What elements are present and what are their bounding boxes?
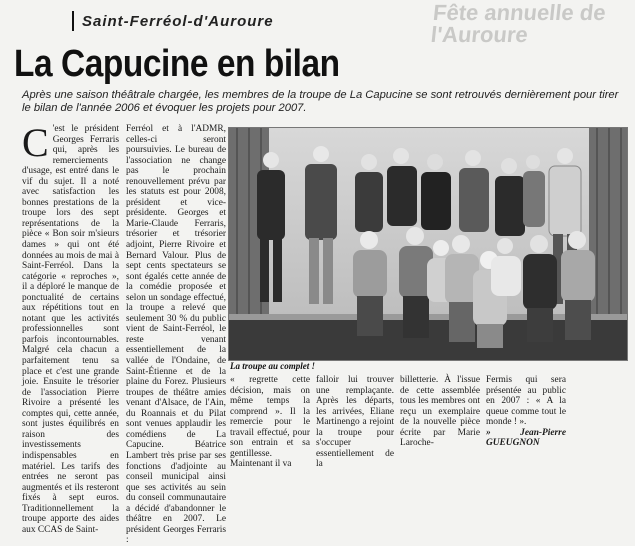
- group-photo: [228, 127, 628, 361]
- drop-cap: C: [22, 120, 49, 165]
- author-signature: » Jean-Pierre GUEUGNON: [486, 427, 566, 449]
- article-column-3: [230, 375, 310, 470]
- article-text-col1: 'est le président Georges Ferraris qui, après les remerciements d'usage, est entré dans le vif du sujet. Il a noté avec satisfaction les bonnes prestations de la troupe lors des sept représentations de la pièce « Bon soir m'sieurs dames » qui ont été données au mois de mai à Saint-Ferréol. Dans la catégorie « reproches », il a déploré le manque de ponctualité de certains aux répétitions tout en notant que les activités professionnelles sont parfois incontournables. Malgré cela chacun a parfaitement tenu sa place et c'est une grande joie. Ensuite le trésorier de l'association Pierre Rivoire a présenté les comptes qui, cette année, sont justes équilibrés en raison des investissements indispensables en matériel. Les tarifs des entrées ne seront pas augmentés et ils resteront fixés à sept euros. Traditionnellement la troupe apporte des aides aux CCAS de Saint-: [22, 124, 119, 535]
- article-text-col4: falloir lui trouver une remplaçante. Après les départs, les arrivées, Eliane Martinengo a rejoint la troupe pour s'occuper essentiellement de la: [316, 375, 394, 470]
- article-column-2: [126, 124, 226, 546]
- neighbor-headline-faded: Fête annuelle de l'Auroure: [429, 0, 607, 47]
- article-text-col5: billetterie. À l'issue de cette assemblée tous les membres ont reçu un exemplaire de la nouvelle pièce écrite par Marie Laroche-: [400, 375, 480, 449]
- group-photo-illustration: [229, 128, 627, 360]
- article-deck: Après une saison théâtrale chargée, les membres de la troupe de La Capucine se sont retrouvés dernièrement pour tirer le bilan de l'année 2006 et évoquer les projets pour 2007.: [22, 89, 619, 114]
- article-column-1: [22, 120, 119, 535]
- article-text-col6: Fermis qui sera présentée au public en 2007 : « A la queue comme tout le monde ! ».: [486, 375, 566, 428]
- article-column-5: [400, 375, 480, 449]
- section-kicker: [72, 10, 352, 32]
- kicker-rule: [72, 11, 74, 31]
- article-column-4: [316, 375, 394, 470]
- article-text-col2: Ferréol et à l'ADMR, celles-ci seront poursuivies. Le bureau de l'association ne change pas le prochain renouvellement prévu par les statuts est pour 2008, président et vice-présidente. Georges et Marie-Claude Ferraris, trésorier et trésorier adjoint, Pierre Rivoire et Bernard Valour. Plus de sept cents spectateurs se sont égalés cette année de la comédie proposée et selon un sondage effectué, la troupe a relevé que seulement 30 % du public vient de Saint-Ferréol, le reste venant essentiellement de la vallée de l'Ondaine, de Saint-Étienne et de la plaine du Forez. Plusieurs troupes de théâtre amies venant d'Alsace, de l'Ain, du Roannais et du Pilat sont venues applaudir les comédiens de La Capucine. Béatrice Lambert très prise par ses fonctions d'adjointe au conseil municipal ainsi que ses activités au sein du conseil communautaire a décidé d'abandonner le théâtre en 2007. Le président Georges Ferraris :: [126, 124, 226, 546]
- article-headline: La Capucine en bilan: [14, 43, 340, 85]
- photo-caption: La troupe au complet !: [230, 361, 315, 371]
- article-column-6: [486, 375, 566, 449]
- article-text-col3: « regrette cette décision, mais on même temps la comprend ». Il la remercie pour le travail effectué, pour son entrain et sa gentillesse. Maintenant il va: [230, 375, 310, 470]
- kicker-label: Saint-Ferréol-d'Auroure: [82, 12, 274, 30]
